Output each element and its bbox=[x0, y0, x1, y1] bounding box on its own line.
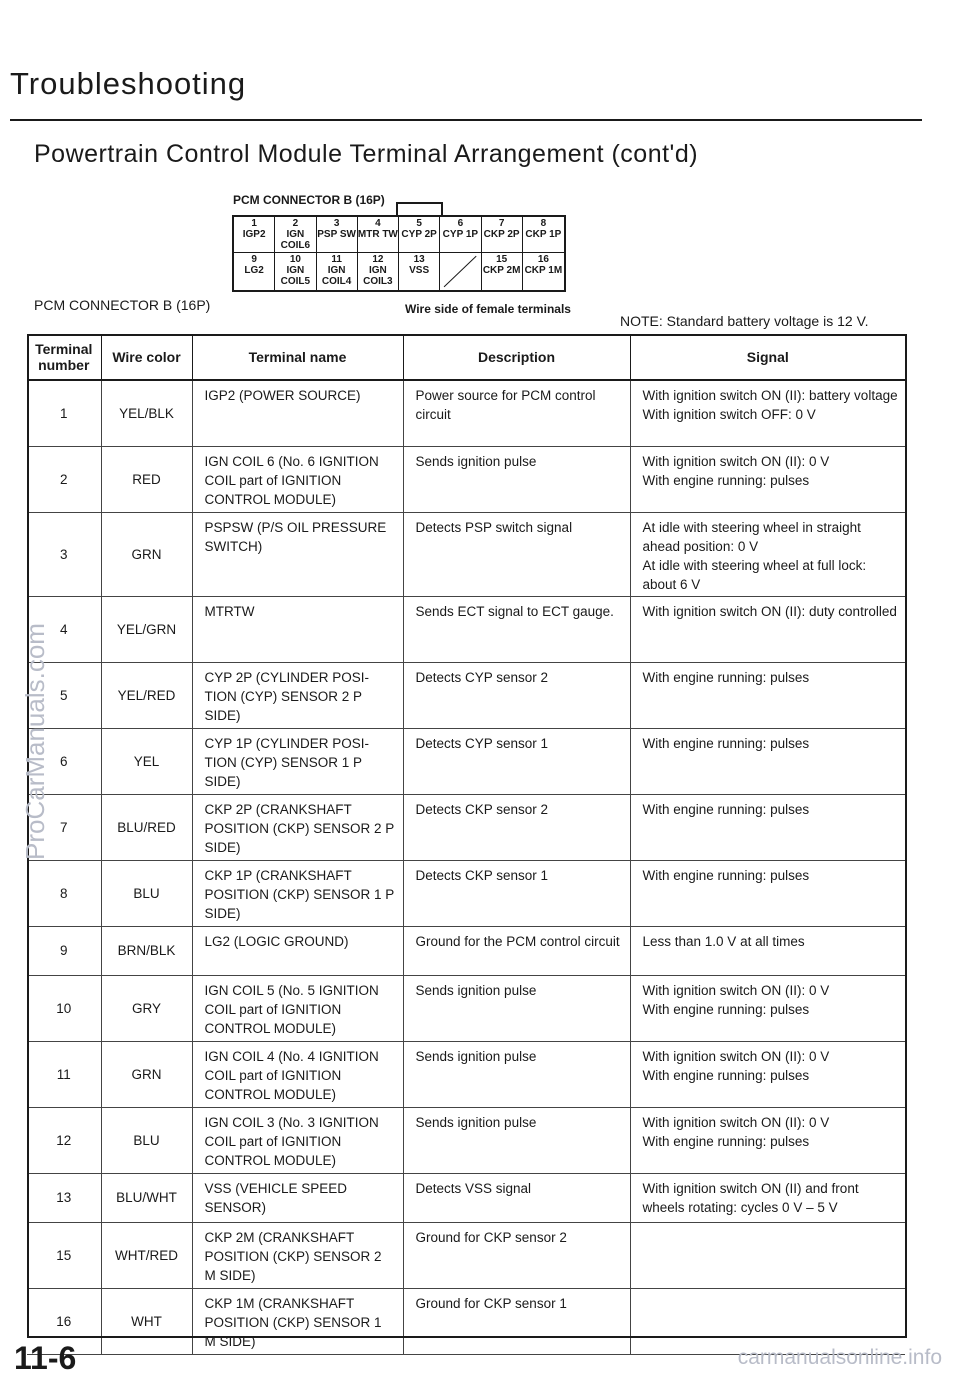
pin-number: 11 bbox=[331, 254, 342, 265]
signal-cell: Less than 1.0 V at all times bbox=[630, 926, 905, 975]
terminal-name-cell: MTRTW bbox=[192, 596, 403, 662]
wire-color-cell: GRN bbox=[101, 512, 192, 596]
header-description: Description bbox=[403, 334, 630, 380]
description-cell: Detects PSP switch signal bbox=[403, 512, 630, 596]
connector-pin-grid bbox=[232, 215, 566, 292]
terminal-name-cell: IGN COIL 3 (No. 3 IGNITION COIL part of IGNITION CONTROL MODULE) bbox=[192, 1107, 403, 1173]
connector-pin-4 bbox=[358, 217, 399, 253]
table-row bbox=[27, 446, 905, 512]
table-header-row bbox=[27, 334, 905, 380]
description-cell: Sends ignition pulse bbox=[403, 1041, 630, 1107]
description-cell: Ground for CKP sensor 2 bbox=[403, 1222, 630, 1288]
pin-label: CKP 1M bbox=[524, 265, 563, 276]
wire-color-cell: BRN/BLK bbox=[101, 926, 192, 975]
connector-pin-5 bbox=[399, 217, 440, 253]
description-cell: Ground for the PCM control circuit bbox=[403, 926, 630, 975]
signal-cell: With ignition switch ON (II): 0 V With engine running: pulses bbox=[630, 1107, 905, 1173]
terminal-number-cell: 9 bbox=[27, 926, 101, 975]
wire-color-cell: BLU bbox=[101, 860, 192, 926]
signal-cell: With ignition switch ON (II): 0 V With engine running: pulses bbox=[630, 446, 905, 512]
wire-color-cell: YEL/BLK bbox=[101, 380, 192, 446]
connector-pin-6 bbox=[440, 217, 481, 253]
empty-pin-slash bbox=[440, 253, 480, 290]
terminal-name-cell: CKP 1P (CRANKSHAFT POSITION (CKP) SENSOR 1 P SIDE) bbox=[192, 860, 403, 926]
terminal-number-cell: 8 bbox=[27, 860, 101, 926]
signal-cell: With engine running: pulses bbox=[630, 662, 905, 728]
connector-pin-13 bbox=[399, 253, 440, 290]
description-cell: Power source for PCM control circuit bbox=[403, 380, 630, 446]
table-row bbox=[27, 1222, 905, 1288]
pin-label: MTR TW bbox=[357, 229, 398, 240]
wire-color-cell: GRN bbox=[101, 1041, 192, 1107]
pin-label: CKP 1P bbox=[525, 229, 562, 240]
terminal-number-cell: 16 bbox=[27, 1288, 101, 1354]
title-divider bbox=[10, 119, 922, 121]
signal-cell bbox=[630, 1222, 905, 1288]
signal-cell: With ignition switch ON (II): battery voltage With ignition switch OFF: 0 V bbox=[630, 380, 905, 446]
description-cell: Sends ECT signal to ECT gauge. bbox=[403, 596, 630, 662]
terminal-name-cell: IGN COIL 4 (No. 4 IGNITION COIL part of IGNITION CONTROL MODULE) bbox=[192, 1041, 403, 1107]
pin-label: LG2 bbox=[244, 265, 264, 276]
table-row bbox=[27, 1041, 905, 1107]
terminal-number-cell: 1 bbox=[27, 380, 101, 446]
pin-label: IGN COIL3 bbox=[363, 265, 393, 287]
table-row bbox=[27, 728, 905, 794]
connector-pin-9 bbox=[234, 253, 275, 290]
connector-key-tab bbox=[396, 202, 443, 216]
terminal-name-cell: PSPSW (P/S OIL PRESSURE SWITCH) bbox=[192, 512, 403, 596]
terminal-number-cell: 6 bbox=[27, 728, 101, 794]
pin-number: 12 bbox=[372, 254, 384, 265]
pin-number: 16 bbox=[537, 254, 549, 265]
pin-number: 5 bbox=[416, 218, 422, 229]
wire-side-caption: Wire side of female terminals bbox=[405, 302, 571, 316]
pin-label: VSS bbox=[409, 265, 430, 276]
terminal-name-cell: CYP 1P (CYLINDER POSI-TION (CYP) SENSOR 1 P SIDE) bbox=[192, 728, 403, 794]
description-cell: Detects CYP sensor 1 bbox=[403, 728, 630, 794]
terminal-name-cell: IGN COIL 6 (No. 6 IGNITION COIL part of IGNITION CONTROL MODULE) bbox=[192, 446, 403, 512]
terminal-number-cell: 4 bbox=[27, 596, 101, 662]
pin-number: 10 bbox=[289, 254, 301, 265]
page-title: Troubleshooting bbox=[10, 66, 247, 101]
description-cell: Sends ignition pulse bbox=[403, 975, 630, 1041]
wire-color-cell: BLU bbox=[101, 1107, 192, 1173]
table-row bbox=[27, 662, 905, 728]
terminal-name-cell: IGP2 (POWER SOURCE) bbox=[192, 380, 403, 446]
description-cell: Sends ignition pulse bbox=[403, 446, 630, 512]
terminal-number-cell: 12 bbox=[27, 1107, 101, 1173]
page-number: 11-6 bbox=[14, 1340, 77, 1376]
table-row bbox=[27, 1288, 905, 1354]
connector-title: PCM CONNECTOR B (16P) bbox=[233, 193, 385, 207]
terminal-number-cell: 11 bbox=[27, 1041, 101, 1107]
signal-cell: At idle with steering wheel in straight ahead position: 0 V At idle with steering wheel at full lock: about 6 V bbox=[630, 512, 905, 596]
connector-pin-15 bbox=[482, 253, 523, 290]
terminal-number-cell: 2 bbox=[27, 446, 101, 512]
description-cell: Detects CYP sensor 2 bbox=[403, 662, 630, 728]
description-cell: Sends ignition pulse bbox=[403, 1107, 630, 1173]
pin-number: 3 bbox=[333, 218, 340, 229]
pin-number: 7 bbox=[498, 218, 505, 229]
pin-label: PSP SW bbox=[317, 229, 356, 240]
terminal-number-cell: 5 bbox=[27, 662, 101, 728]
header-terminal-name: Terminal name bbox=[192, 334, 403, 380]
connector-pin-3 bbox=[317, 217, 358, 253]
signal-cell: With engine running: pulses bbox=[630, 794, 905, 860]
section-title: Powertrain Control Module Terminal Arrangement (cont'd) bbox=[34, 140, 699, 168]
connector-pin-11 bbox=[317, 253, 358, 290]
connector-pin-2 bbox=[275, 217, 316, 253]
wire-color-cell: GRY bbox=[101, 975, 192, 1041]
table-row bbox=[27, 1107, 905, 1173]
pin-number: 2 bbox=[292, 218, 299, 229]
signal-cell: With ignition switch ON (II) and front wheels rotating: cycles 0 V – 5 V bbox=[630, 1173, 905, 1222]
terminal-name-cell: IGN COIL 5 (No. 5 IGNITION COIL part of IGNITION CONTROL MODULE) bbox=[192, 975, 403, 1041]
terminal-name-cell: VSS (VEHICLE SPEED SENSOR) bbox=[192, 1173, 403, 1222]
pin-label: IGN COIL5 bbox=[280, 265, 311, 287]
table-row bbox=[27, 596, 905, 662]
connector-subtitle: PCM CONNECTOR B (16P) bbox=[34, 297, 211, 313]
wire-color-cell: BLU/RED bbox=[101, 794, 192, 860]
wire-color-cell: BLU/WHT bbox=[101, 1173, 192, 1222]
connector-pin-empty bbox=[440, 253, 481, 290]
terminal-number-cell: 7 bbox=[27, 794, 101, 860]
pin-label: CYP 1P bbox=[442, 229, 479, 240]
connector-pin-7 bbox=[482, 217, 523, 253]
description-cell: Detects VSS signal bbox=[403, 1173, 630, 1222]
connector-pin-16 bbox=[523, 253, 564, 290]
side-watermark: ProCarManuals.com bbox=[20, 623, 50, 860]
pin-label: CKP 2M bbox=[482, 265, 521, 276]
pin-number: 4 bbox=[375, 218, 381, 229]
connector-pin-12 bbox=[358, 253, 399, 290]
terminal-number-cell: 10 bbox=[27, 975, 101, 1041]
header-terminal-number: Terminal number bbox=[27, 334, 101, 380]
terminal-name-cell: LG2 (LOGIC GROUND) bbox=[192, 926, 403, 975]
connector-pin-10 bbox=[275, 253, 316, 290]
table-row bbox=[27, 926, 905, 975]
pin-label: IGN COIL4 bbox=[321, 265, 352, 287]
terminal-name-cell: CYP 2P (CYLINDER POSI-TION (CYP) SENSOR 2 P SIDE) bbox=[192, 662, 403, 728]
signal-cell: With ignition switch ON (II): duty controlled bbox=[630, 596, 905, 662]
wire-color-cell: WHT/RED bbox=[101, 1222, 192, 1288]
pin-label: IGN COIL6 bbox=[280, 229, 311, 251]
wire-color-cell: YEL/RED bbox=[101, 662, 192, 728]
pin-label: CKP 2P bbox=[483, 229, 520, 240]
terminal-name-cell: CKP 2M (CRANKSHAFT POSITION (CKP) SENSOR 2 M SIDE) bbox=[192, 1222, 403, 1288]
table-row bbox=[27, 860, 905, 926]
signal-cell: With engine running: pulses bbox=[630, 860, 905, 926]
pin-number: 1 bbox=[251, 218, 257, 229]
table-row bbox=[27, 1173, 905, 1222]
signal-cell: With ignition switch ON (II): 0 V With engine running: pulses bbox=[630, 1041, 905, 1107]
terminal-table bbox=[27, 334, 905, 1355]
battery-voltage-note: NOTE: Standard battery voltage is 12 V. bbox=[620, 313, 869, 329]
signal-cell: With engine running: pulses bbox=[630, 728, 905, 794]
table-row bbox=[27, 975, 905, 1041]
description-cell: Detects CKP sensor 1 bbox=[403, 860, 630, 926]
signal-cell bbox=[630, 1288, 905, 1354]
header-wire-color: Wire color bbox=[101, 334, 192, 380]
connector-pin-8 bbox=[523, 217, 564, 253]
pin-number: 15 bbox=[496, 254, 508, 265]
table-row bbox=[27, 512, 905, 596]
pin-label: CYP 2P bbox=[401, 229, 437, 240]
table-row bbox=[27, 794, 905, 860]
wire-color-cell: YEL/GRN bbox=[101, 596, 192, 662]
description-cell: Detects CKP sensor 2 bbox=[403, 794, 630, 860]
wire-color-cell: YEL bbox=[101, 728, 192, 794]
bottom-watermark: carmanualsonline.info bbox=[737, 1346, 942, 1369]
pin-label: IGP2 bbox=[242, 229, 266, 240]
connector-pin-1 bbox=[234, 217, 275, 253]
header-signal: Signal bbox=[630, 334, 905, 380]
terminal-name-cell: CKP 2P (CRANKSHAFT POSITION (CKP) SENSOR 2 P SIDE) bbox=[192, 794, 403, 860]
pin-number: 13 bbox=[413, 254, 425, 265]
terminal-number-cell: 3 bbox=[27, 512, 101, 596]
terminal-number-cell: 13 bbox=[27, 1173, 101, 1222]
pin-number: 9 bbox=[251, 254, 257, 265]
wire-color-cell: WHT bbox=[101, 1288, 192, 1354]
description-cell: Ground for CKP sensor 1 bbox=[403, 1288, 630, 1354]
pin-number: 6 bbox=[457, 218, 464, 229]
pin-number: 8 bbox=[540, 218, 547, 229]
wire-color-cell: RED bbox=[101, 446, 192, 512]
signal-cell: With ignition switch ON (II): 0 V With engine running: pulses bbox=[630, 975, 905, 1041]
table-row bbox=[27, 380, 905, 446]
terminal-name-cell: CKP 1M (CRANKSHAFT POSITION (CKP) SENSOR 1 M SIDE) bbox=[192, 1288, 403, 1354]
terminal-number-cell: 15 bbox=[27, 1222, 101, 1288]
